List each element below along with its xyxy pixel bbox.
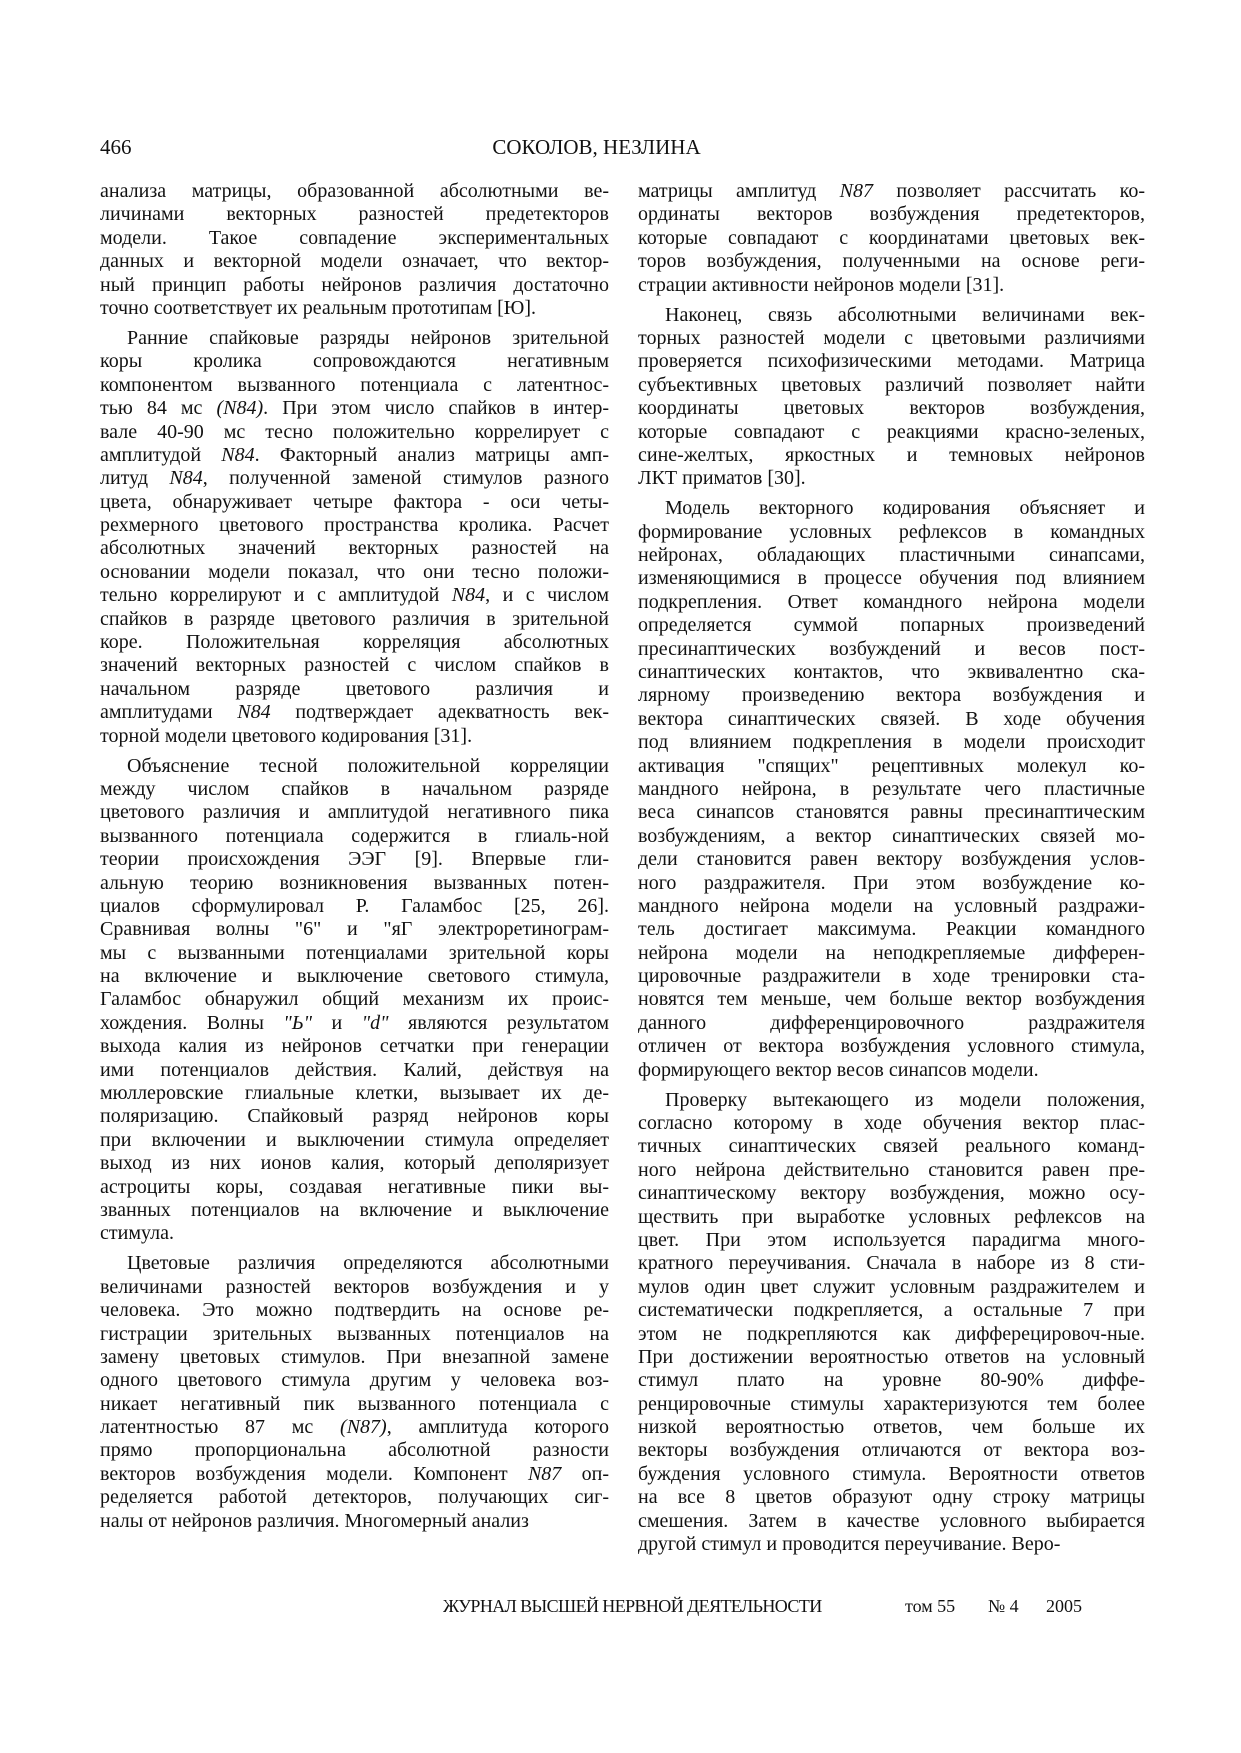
text-line	[100, 250, 609, 273]
footer-journal-title: ЖУРНАЛ ВЫСШЕЙ НЕРВНОЙ ДЕЯТЕЛЬНОСТИ	[443, 1596, 822, 1616]
text-segment: величинами разностей векторов возбуждения и у	[100, 1275, 609, 1298]
text-segment: мандного нейрона, в результате чего пластичные	[638, 777, 1145, 800]
text-segment: вызванного потенциала содержится в глиаль-ной	[100, 824, 609, 847]
paragraph	[100, 1252, 609, 1533]
text-line	[638, 661, 1145, 684]
text-segment: на все 8 цветов образуют одну строку матрицы	[638, 1486, 1145, 1509]
text-line	[638, 350, 1145, 373]
italic-term: "Ь"	[283, 1011, 313, 1034]
text-line	[100, 491, 609, 514]
text-line	[638, 1035, 1145, 1058]
text-line	[638, 1276, 1145, 1299]
text-line	[100, 1176, 609, 1199]
text-segment: пресинаптических возбуждений и весов пост-	[638, 637, 1145, 660]
text-line	[100, 584, 609, 607]
text-segment: между числом спайков в начальном разряде	[100, 777, 609, 800]
text-line	[638, 872, 1145, 895]
text-line	[638, 1533, 1145, 1556]
text-line	[100, 1276, 609, 1299]
text-segment: мандного нейрона модели на условный раздражи-	[638, 894, 1145, 917]
italic-term: N84	[237, 701, 271, 724]
text-line	[100, 918, 609, 941]
text-segment: координаты цветовых векторов возбуждения,	[638, 397, 1145, 420]
text-line	[100, 561, 609, 584]
text-segment: согласно которому в ходе обучения вектор плас-	[638, 1112, 1145, 1135]
text-segment: ного раздражителя. При этом возбуждение ко-	[638, 871, 1145, 894]
text-line	[638, 567, 1145, 590]
text-line	[100, 1035, 609, 1058]
italic-term: N84	[169, 467, 203, 490]
text-line	[100, 848, 609, 871]
text-segment: Модель векторного кодирования объясняет и	[665, 497, 1145, 520]
text-line	[100, 1299, 609, 1322]
text-segment: торной модели цветового кодирования [31].	[100, 724, 473, 747]
text-line	[100, 1369, 609, 1392]
text-column-right	[638, 180, 1145, 1563]
footer-volume: том 55	[905, 1596, 956, 1616]
text-segment: астроциты коры, создавая негативные пики вы-	[100, 1175, 609, 1198]
text-segment: нейрона модели на неподкрепляемые дифферен-	[638, 941, 1145, 964]
text-segment: данного дифференцировочного раздражителя	[638, 1011, 1145, 1034]
text-segment: теории происхождения ЭЭГ [9]. Впервые гли-	[100, 848, 609, 871]
text-line	[100, 1510, 609, 1533]
paragraph	[638, 180, 1145, 297]
text-line	[100, 203, 609, 226]
text-line	[100, 514, 609, 537]
text-segment: лярному произведению вектора возбуждения и	[638, 684, 1145, 707]
text-segment: анализа матрицы, образованной абсолютными ве-	[100, 180, 609, 202]
text-line	[100, 297, 609, 320]
text-line	[100, 274, 609, 297]
text-line	[638, 755, 1145, 778]
text-segment: мюллеровские глиальные клетки, вызывает их де-	[100, 1082, 609, 1105]
text-segment: синаптических контактов, что эквивалентно ска-	[638, 661, 1145, 683]
text-line	[638, 521, 1145, 544]
text-segment: альную теорию возникновения вызванных потен-	[100, 871, 609, 894]
text-line	[638, 180, 1145, 203]
text-line	[638, 1252, 1145, 1275]
text-segment: мулов один цвет служит условным раздражителем и	[638, 1275, 1145, 1298]
text-segment: Проверку вытекающего из модели положения,	[665, 1088, 1145, 1111]
text-line	[100, 608, 609, 631]
text-segment: формирующего вектор весов синапсов модели.	[638, 1058, 1039, 1081]
text-line	[638, 1299, 1145, 1322]
text-line	[638, 497, 1145, 520]
text-line	[638, 1159, 1145, 1182]
text-line	[638, 1486, 1145, 1509]
text-segment: под влиянием подкрепления в модели происходит	[638, 731, 1145, 754]
text-segment: званных потенциалов на включение и выключение	[100, 1198, 609, 1221]
text-line	[638, 304, 1145, 327]
text-segment: . При этом число спайков в интер-	[263, 397, 609, 420]
text-segment: . Факторный анализ матрицы амп-	[254, 443, 609, 466]
text-line	[100, 397, 609, 420]
text-line	[100, 1129, 609, 1152]
text-segment: цветового различия и амплитудой негативного пика	[100, 801, 609, 824]
text-segment: другой стимул и проводится переучивание. Веро-	[638, 1533, 1061, 1556]
text-segment: субъективных цветовых различий позволяет найти	[638, 373, 1145, 396]
text-line	[100, 421, 609, 444]
text-segment: человека. Это можно подтвердить на основе ре-	[100, 1299, 609, 1322]
text-segment: ределяется работой детекторов, получающих сиг-	[100, 1486, 609, 1509]
text-segment: тичных синаптических связей реального команд-	[638, 1135, 1145, 1158]
text-segment: хождения. Волны	[100, 1011, 284, 1034]
text-line	[100, 1059, 609, 1082]
text-segment: формирование условных рефлексов в командных	[638, 520, 1145, 543]
text-line	[638, 638, 1145, 661]
text-segment: данных и векторной модели означает, что вектор-	[100, 250, 609, 273]
text-segment: Сравнивая волны "6" и "яГ электроретинограм-	[100, 918, 609, 941]
text-line	[100, 350, 609, 373]
text-segment: основании модели показал, что они тесно положи-	[100, 560, 609, 583]
text-line	[638, 1229, 1145, 1252]
paragraph	[638, 1089, 1145, 1557]
text-line	[100, 444, 609, 467]
text-segment: ного нейрона действительно становится равен пре-	[638, 1158, 1145, 1181]
text-segment: спайков в разряде цветового различия в зрительной	[100, 607, 609, 630]
text-segment: которые совпадают с реакциями красно-зеленых,	[638, 420, 1145, 443]
text-segment: которые совпадают с координатами цветовых век-	[638, 226, 1145, 249]
text-segment: выхода калия из нейронов сетчатки при генерации	[100, 1035, 609, 1058]
text-segment: вале 40-90 мс тесно положительно коррелирует с	[100, 420, 609, 443]
text-segment: ими потенциалов действия. Калий, действуя на	[100, 1058, 609, 1081]
text-segment: Цветовые различия определяются абсолютными	[127, 1252, 609, 1275]
text-segment: коре. Положительная корреляция абсолютных	[100, 631, 609, 654]
text-line	[638, 1393, 1145, 1416]
paragraph	[100, 755, 609, 1246]
text-segment: вектора синаптических связей. В ходе обучения	[638, 707, 1145, 730]
text-line	[638, 227, 1145, 250]
text-segment: подкрепления. Ответ командного нейрона модели	[638, 590, 1145, 613]
text-segment: цировочные раздражители в ходе тренировки ста-	[638, 965, 1145, 988]
text-segment: нейронах, обладающих пластичными синапсами,	[638, 544, 1145, 567]
text-line	[638, 731, 1145, 754]
text-segment: смешения. Затем в качестве условного выбирается	[638, 1509, 1145, 1532]
text-segment: цвета, обнаруживает четыре фактора - оси четы-	[100, 490, 609, 513]
text-segment: кратного переучивания. Сначала в наборе из 8 сти-	[638, 1252, 1145, 1275]
text-segment: новятся тем меньше, чем больше вектор возбуждения	[638, 988, 1145, 1011]
text-segment: поляризацию. Спайковый разряд нейронов коры	[100, 1105, 609, 1128]
text-line	[100, 467, 609, 490]
running-head-authors: СОКОЛОВ, НЕЗЛИНА	[492, 135, 701, 159]
text-segment: систематически подкрепляется, а остальные 7 при	[638, 1299, 1145, 1322]
text-segment: и	[312, 1011, 362, 1034]
journal-footer	[0, 1593, 1241, 1619]
text-segment: дели становится равен вектору возбуждения услов-	[638, 848, 1145, 871]
text-line	[638, 274, 1145, 297]
text-segment: начальном разряде цветового различия и	[100, 677, 609, 700]
text-line	[100, 965, 609, 988]
text-segment: амплитудами	[100, 701, 238, 724]
text-line	[100, 227, 609, 250]
text-line	[638, 397, 1145, 420]
paragraph	[638, 497, 1145, 1082]
text-line	[638, 1416, 1145, 1439]
text-segment: циалов сформулировал Р. Галамбос [25, 26].	[100, 894, 609, 917]
text-line	[638, 1182, 1145, 1205]
paragraph	[638, 304, 1145, 491]
text-line	[638, 250, 1145, 273]
text-segment: являются результатом	[388, 1011, 609, 1034]
text-line	[638, 614, 1145, 637]
text-segment: синаптическому вектору возбуждения, можно осу-	[638, 1182, 1145, 1205]
text-segment: , амплитуда которого	[386, 1416, 609, 1439]
text-line	[638, 965, 1145, 988]
text-segment: мы с вызванными потенциалами зрительной коры	[100, 941, 609, 964]
text-segment: гистрации зрительных вызванных потенциалов на	[100, 1322, 609, 1345]
text-segment: тельно коррелируют и с амплитудой	[100, 584, 452, 607]
text-segment: литуд	[100, 467, 170, 490]
text-line	[100, 631, 609, 654]
text-line	[638, 444, 1145, 467]
text-line	[100, 180, 609, 203]
text-line	[638, 708, 1145, 731]
text-line	[638, 1463, 1145, 1486]
text-segment: Ранние спайковые разряды нейронов зрительной	[127, 326, 609, 349]
text-line	[100, 678, 609, 701]
text-segment: веса синапсов становятся равны пресинаптическим	[638, 801, 1145, 824]
italic-term: N87	[527, 1462, 562, 1485]
page-number: 466	[100, 135, 132, 159]
text-segment: оп-	[561, 1462, 609, 1485]
text-segment: матрицы амплитуд	[638, 180, 840, 202]
running-head	[0, 134, 1241, 160]
text-line	[100, 1012, 609, 1035]
text-segment: подтверждает адекватность век-	[270, 701, 609, 724]
text-line	[100, 1463, 609, 1486]
text-segment: стимул плато на уровне 80-90% диффе-	[638, 1369, 1145, 1392]
text-segment: стимула.	[100, 1222, 174, 1245]
text-segment: значений векторных разностей с числом спайков в	[100, 654, 609, 677]
text-segment: латентностью 87 мс	[100, 1416, 341, 1439]
paragraph	[100, 327, 609, 748]
text-line	[638, 825, 1145, 848]
text-segment: Объяснение тесной положительной корреляции	[127, 754, 609, 777]
text-segment: модели. Такое совпадение экспериментальных	[100, 226, 609, 249]
text-segment: налы от нейронов различия. Многомерный анализ	[100, 1509, 529, 1532]
text-line	[100, 374, 609, 397]
text-segment: цвет. При этом используется парадигма много-	[638, 1228, 1145, 1251]
text-line	[100, 801, 609, 824]
text-segment: ный принцип работы нейронов различия достаточно	[100, 273, 609, 296]
text-segment: буждения условного стимула. Вероятности ответов	[638, 1462, 1145, 1485]
text-segment: определяется суммой попарных произведений	[638, 614, 1145, 637]
text-segment: абсолютных значений векторных разностей на	[100, 537, 609, 560]
text-segment: Галамбос обнаружил общий механизм их проис-	[100, 988, 609, 1011]
text-segment: страции активности нейронов модели [31].	[638, 273, 1005, 296]
text-line	[638, 848, 1145, 871]
text-segment: выход из них ионов калия, который деполяризует	[100, 1152, 609, 1175]
text-line	[638, 1135, 1145, 1158]
text-line	[638, 544, 1145, 567]
text-line	[638, 778, 1145, 801]
text-line	[100, 825, 609, 848]
text-line	[638, 918, 1145, 941]
text-segment: прямо пропорциональна абсолютной разности	[100, 1439, 609, 1462]
text-segment: торных разностей модели с цветовыми различиями	[638, 326, 1145, 349]
text-line	[638, 1323, 1145, 1346]
text-line	[638, 467, 1145, 490]
text-line	[638, 1112, 1145, 1135]
text-segment: коры кролика сопровождаются негативным	[100, 350, 609, 373]
text-segment: на включение и выключение светового стимула,	[100, 965, 609, 988]
text-line	[100, 1082, 609, 1105]
text-line	[100, 755, 609, 778]
italic-term: N84	[451, 584, 486, 607]
text-line	[100, 872, 609, 895]
text-line	[100, 701, 609, 724]
text-line	[100, 988, 609, 1011]
text-line	[100, 327, 609, 350]
text-segment: торов возбуждения, полученными на основе реги-	[638, 250, 1145, 273]
text-line	[638, 1206, 1145, 1229]
text-segment: ЛКТ приматов [30].	[638, 467, 806, 490]
text-line	[638, 1439, 1145, 1462]
text-segment: никает негативный пик вызванного потенциала с	[100, 1392, 609, 1415]
text-line	[100, 942, 609, 965]
text-segment: ординаты векторов возбуждения предетекторов,	[638, 203, 1145, 226]
text-column-left	[100, 180, 609, 1540]
text-segment: личинами векторных разностей предетекторов	[100, 203, 609, 226]
text-segment: ществить при выработке условных рефлексов на	[638, 1205, 1145, 1228]
text-line	[638, 895, 1145, 918]
text-segment: тель достигает максимума. Реакции командного	[638, 918, 1145, 941]
text-line	[638, 1012, 1145, 1035]
text-line	[100, 1199, 609, 1222]
footer-issue: № 4	[988, 1596, 1019, 1616]
italic-term: "d"	[361, 1011, 389, 1034]
text-line	[638, 801, 1145, 824]
text-segment: При достижении вероятностью ответов на условный	[638, 1345, 1145, 1368]
text-segment: тью 84 мс	[100, 397, 217, 420]
text-line	[100, 1393, 609, 1416]
text-segment: при включении и выключении стимула определяет	[100, 1128, 609, 1151]
text-line	[100, 1416, 609, 1439]
text-segment: позволяет рассчитать ко-	[873, 180, 1145, 202]
text-line	[638, 1089, 1145, 1112]
paragraph	[100, 180, 609, 320]
text-line	[100, 725, 609, 748]
text-line	[100, 1105, 609, 1128]
text-segment: , полученной заменой стимулов разного	[202, 467, 610, 490]
italic-term: (N87)	[340, 1416, 387, 1439]
italic-term: N84	[221, 443, 255, 466]
text-line	[100, 1439, 609, 1462]
text-line	[100, 1323, 609, 1346]
text-segment: векторы возбуждения отличаются от вектора воз-	[638, 1439, 1145, 1462]
text-line	[638, 1369, 1145, 1392]
text-segment: активация "спящих" рецептивных молекул ко-	[638, 754, 1145, 777]
text-line	[100, 1252, 609, 1275]
text-segment: амплитудой	[100, 443, 222, 466]
text-line	[100, 1346, 609, 1369]
text-line	[100, 1152, 609, 1175]
text-line	[100, 1222, 609, 1245]
text-line	[638, 988, 1145, 1011]
text-segment: точно соответствует их реальным прототипам [Ю].	[100, 296, 536, 319]
text-segment: компонентом вызванного потенциала с латентнос-	[100, 373, 609, 396]
text-segment: рехмерного цветового пространства кролика. Расчет	[100, 514, 609, 537]
text-line	[100, 778, 609, 801]
text-line	[638, 421, 1145, 444]
text-line	[638, 374, 1145, 397]
text-segment: этом не подкрепляются как дифферецировоч-ные.	[638, 1322, 1145, 1345]
text-line	[638, 942, 1145, 965]
text-line	[638, 327, 1145, 350]
text-segment: изменяющимися в процессе обучения под влиянием	[638, 567, 1145, 590]
text-segment: проверяется психофизическими методами. Матрица	[638, 350, 1145, 373]
text-line	[100, 895, 609, 918]
text-segment: одного цветового стимула другим у человека воз-	[100, 1369, 609, 1392]
text-line	[638, 1059, 1145, 1082]
text-segment: ренцировочные стимулы характеризуются тем более	[638, 1392, 1145, 1415]
text-segment: векторов возбуждения модели. Компонент	[100, 1462, 528, 1485]
text-segment: сине-желтых, яркостных и темновых нейронов	[638, 443, 1145, 466]
text-line	[638, 684, 1145, 707]
italic-term: (N84)	[216, 397, 264, 420]
text-line	[100, 1486, 609, 1509]
text-segment: низкой вероятностью ответов, чем больше их	[638, 1416, 1145, 1439]
text-line	[638, 203, 1145, 226]
text-segment: отличен от вектора возбуждения условного стимула,	[638, 1035, 1145, 1058]
footer-year: 2005	[1046, 1596, 1082, 1616]
text-line	[638, 1346, 1145, 1369]
text-segment: возбуждениям, а вектор синаптических связей мо-	[638, 824, 1145, 847]
text-segment: замену цветовых стимулов. При внезапной замене	[100, 1345, 609, 1368]
text-line	[638, 591, 1145, 614]
text-line	[100, 654, 609, 677]
text-segment: , и с числом	[485, 584, 609, 607]
text-segment: Наконец, связь абсолютными величинами век-	[665, 303, 1145, 326]
italic-term: N87	[839, 180, 874, 202]
text-line	[100, 537, 609, 560]
text-line	[638, 1510, 1145, 1533]
